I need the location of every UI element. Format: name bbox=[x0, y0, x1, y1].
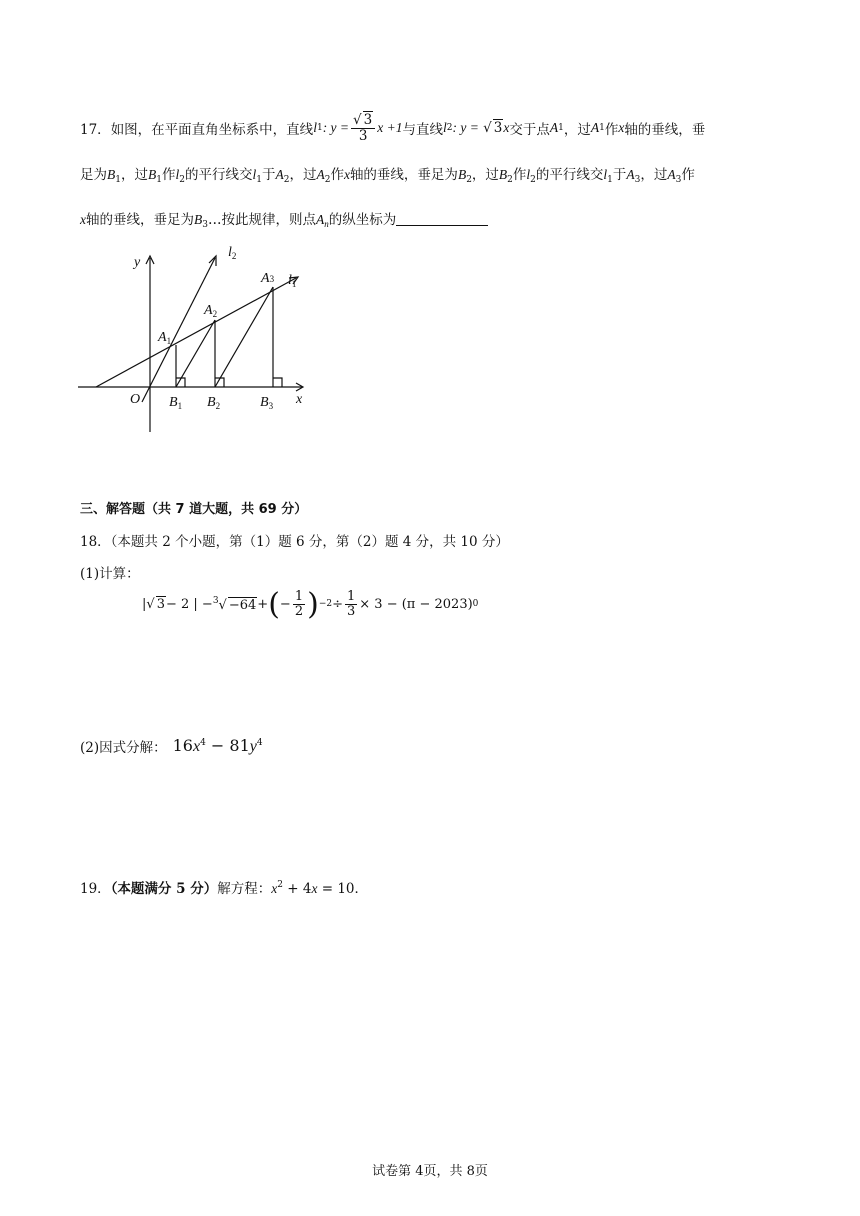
label-y: y bbox=[134, 255, 141, 270]
question-17-line-2: 足为$B_1$，过$B_1$作$l_2$的平行线交$l_1$于$A_2$，过$A_2$作x轴的垂线，垂足为$B_2$，过$B_2$作$l_2$的平行线交$l_1$于$A_3$，过$A_3$作 bbox=[80, 167, 695, 185]
label-A2: $A_2$ bbox=[204, 303, 218, 319]
fraction-one-third: $\frac{1}{3}$ bbox=[347, 588, 356, 619]
question-17-line-1: 17． 如图，在平面直角坐标系中，直线 l 1 : y = $\frac{√ 3}{3}$ x +1 与直线 l 2 : y = √ 3 x 交于点 A 1 ，过 A 1 作 x 轴的垂线，垂 bbox=[80, 112, 706, 144]
page-footer: 试卷第 4页，共 8页 bbox=[372, 1164, 488, 1179]
fraction-sqrt3-over-3: $\frac{√ 3}{3}$ bbox=[351, 113, 375, 142]
fraction-one-half: $\frac{1}{2}$ bbox=[294, 588, 304, 619]
line-l2 bbox=[142, 258, 218, 402]
label-l2: $l_2$ bbox=[228, 245, 237, 261]
label-B2: $B_2$ bbox=[207, 395, 221, 411]
label-origin: O bbox=[130, 392, 141, 407]
label-A1: $A_1$ bbox=[158, 330, 172, 346]
question-number: 17． bbox=[80, 122, 111, 138]
q18-part2: (2)因式分解： $16x^4 - 81y^4$ bbox=[80, 736, 263, 756]
q18-part1-expression: | √ 3 − 2 | − $^3$√ −64 + ( − $\frac{1}{2}$ ) −2 ÷ $\frac{1}{3}$ × 3 − (π − 2023) 0 bbox=[142, 586, 479, 622]
question-19: 19．（本题满分 5 分）解方程：$x^2 + 4x = 10$． bbox=[80, 880, 369, 897]
segment-B1A2 bbox=[176, 320, 215, 387]
answer-blank[interactable] bbox=[396, 211, 488, 226]
q18-part1-label: (1)计算： bbox=[80, 566, 140, 582]
label-B3: $B_3$ bbox=[260, 395, 274, 411]
label-x: x bbox=[296, 392, 303, 407]
segment-B2A3 bbox=[215, 287, 273, 387]
right-angle-B3 bbox=[273, 378, 282, 387]
coordinate-figure bbox=[70, 240, 320, 440]
label-l1: $l_1$ bbox=[288, 273, 297, 289]
l2-arrow bbox=[209, 256, 216, 266]
question-17-line-3: x轴的垂线，垂足为$B_3\dots$按此规律，则点$A_n$的纵坐标为 bbox=[80, 208, 488, 230]
label-B1: $B_1$ bbox=[169, 395, 183, 411]
section-title: 三、解答题（共 7 道大题，共 69 分） bbox=[80, 502, 308, 517]
question-18-header: 18．（本题共 2 个小题，第（1）题 6 分，第（2）题 4 分，共 10 分） bbox=[80, 534, 509, 550]
label-A3: A3 bbox=[261, 271, 275, 286]
